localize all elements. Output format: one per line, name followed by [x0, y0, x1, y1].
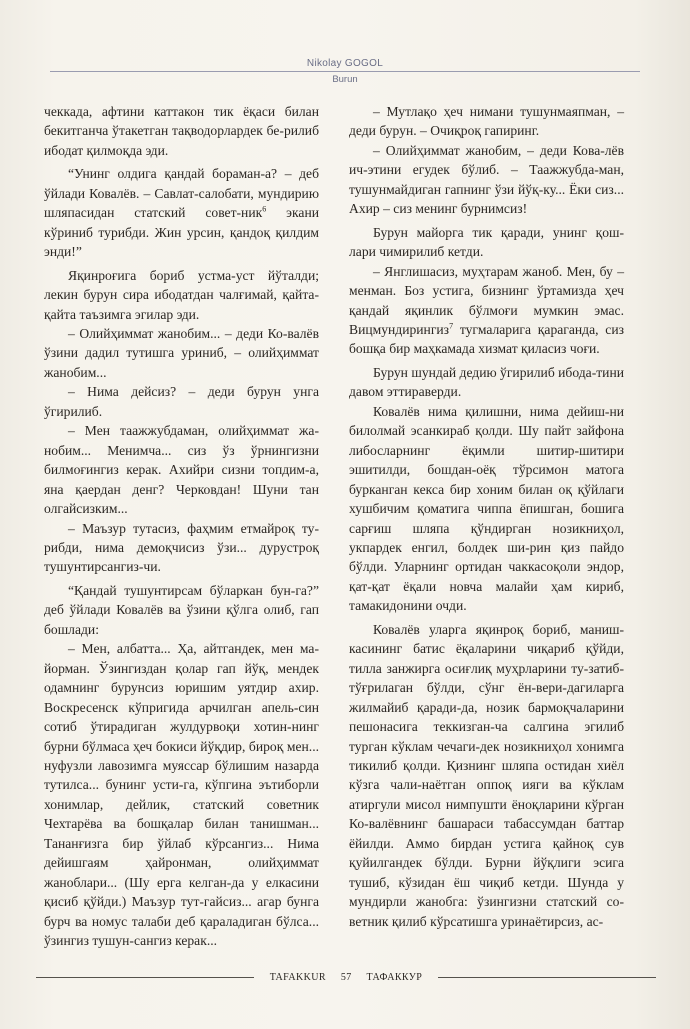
footer-label — [254, 972, 438, 983]
footnote-mark: 6 — [262, 204, 267, 214]
paragraph: Бурун шундай дедию ўгирилиб ибода-тини давом эттираверди. — [349, 364, 624, 400]
page-number: 57 — [340, 971, 352, 983]
paragraph: Яқинроғига бориб устма-уст йўталди; лекин бурун сира ибодатдан чалғимай, қайта-қайта таъзимга эгилар эди. — [44, 267, 319, 322]
right-column — [349, 102, 624, 931]
footnote-mark: 7 — [449, 321, 454, 331]
header-rule — [50, 71, 640, 72]
paragraph: – Мен, албатта... Ҳа, айтгандек, мен ма-йорман. Ўзингиздан қолар гап йўқ, мендек одамнинг бурунсиз юришим уятдир ахир. Воскресенск кўпригида арчилган апель-син сотиб ўтирадиган жулдурвоқи хотин-нинг бурни бўлмаса ҳеч бокиси йўқдир, бироқ мен... нуфузли лавозимга муяссар бўлишим назарда тутилса... бунинг усти-га, кўпгина эътиборли хонимлар, дейлик, статский советник Чехтарёва ва бошқалар билан танишман... Тананғизга бир ўйлаб кўрсангиз... Нима дейишгаям ҳайронман, олийҳиммат жаноблари... (Шу ерга келган-да у елкасини қисиб қўйди.) Маъзур тут-гайсиз... агар бунга бурч ва номус талаби деб қараладиган бўлса... ўзингиз тушун-сангиз керак... — [44, 641, 319, 949]
paragraph: Ковалёв нима қилишни, нима дейиш-ни билолмай эсанкираб қолди. Шу пайт зайфона либосларнинг ёқимли шитир-шитири эшитилди, бошдан-оёқ тўрсимон матога бурканган кекса бир хоним билан оқ қўйлаги хушбичим қоматига чиппа ёпишган, бошига сарғиш шляпа қўндирган нозикниҳол, укпардек енгил, болдек ши-рин қиз пайдо бўлди. Уларнинг ортидан чаккасоқоли эндор, қат-қат ёқали новча малайи ҳам кириб, тамакидонини очди. — [349, 403, 624, 614]
footer-magazine-latin: TAFAKKUR — [269, 971, 326, 983]
header-author: Nikolay GOGOL — [306, 58, 384, 69]
paragraph-text: тугмаларига қараганда, сиз бошқа бир маҳкамада хизмат қиласиз чоғи. — [349, 321, 624, 357]
paragraph-text: – Янглишасиз, муҳтарам жаноб. Мен, бу – менман. Боз устига, бизнинг ўртамизда ҳеч қандай яқинлик бўлмоғи мумкин эмас. Вицмундирингиз — [349, 263, 624, 337]
paragraph-text: экани кўриниб турибди. Жин урсин, қандоқ қилдим энди!” — [44, 205, 319, 260]
paragraph: “Қандай тушунтирсам бўларкан бун-га?” деб ўйлади Ковалёв ва ўзини қўлга олиб, гап бошлади: — [44, 582, 319, 637]
footer-magazine-cyrillic: ТАФАККУР — [366, 971, 423, 983]
paragraph: чеккада, афтини каттакон тик ёқаси билан бекитганча ўтакетган тақводорлардек бе-рилиб ибодат қилмоқда эди. — [44, 104, 319, 158]
footer-rule-left — [36, 977, 254, 978]
paragraph: Ковалёв уларга яқинроқ бориб, маниш-касининг батис ёқаларини чиқариб қўйди, тилла занжирга осиғлиқ муҳрларини ту-затиб-тўғрилаган бўлди, сўнг ён-вери-дагиларга жилмайиб қаради-да, нозик бармоқчаларини пешонасига теккизган-ча салгина эгилиб турган кўклам чечаги-дек нозикниҳол хонимга тикилиб қолди. Қизнинг шляпа остидан хиёл кўзга чали-наётган оппоқ ияги ва кўклам атиргули мисол нимпушти ёноқларини кўрган Ко-валёвнинг башараси табассумдан баттар ёйилди. Аммо бирдан устига қайноқ сув қуйилгандек бўлди. Бурни йўқлиги эсига тушиб, кўзидан ёш чиқиб кетди. Шунда у мундирли жанобга: ўзингизни статский со-ветник қилиб кўрсатишга уринаётирсиз, ас- — [349, 621, 624, 929]
paragraph — [349, 262, 624, 359]
header-title: Burun — [332, 74, 358, 85]
running-header — [0, 58, 690, 85]
paragraph-text: “Унинг олдига қандай бораман-а? – деб ўйлади Ковалёв. – Савлат-салобати, мундирию шляпасидан статский совет-ник — [44, 166, 319, 221]
page-footer — [36, 970, 656, 984]
paragraph — [44, 164, 319, 261]
paragraph: – Маъзур тутасиз, фаҳмим етмайроқ ту-рибди, нима демоқчисиз ўзи... дурустроқ тушунтирсангиз-чи. — [44, 520, 319, 575]
footer-rule-right — [438, 977, 656, 978]
paragraph: – Олийҳиммат жанобим... – деди Ко-валёв ўзини дадил тутишга уриниб, – олийҳиммат жанобим... — [44, 325, 319, 380]
paragraph: – Мутлақо ҳеч нимани тушунмаяпман, – деди бурун. – Очиқроқ гапиринг. — [349, 104, 624, 139]
left-column — [44, 102, 319, 950]
paragraph: – Мен таажжубдаман, олийҳиммат жа-нобим... Менимча... сиз ўз ўрнингизни билмоғингиз керак. Ахийри сизни топдим-а, яна қаердан денг? Черковдан! Шуни тан олгайсизким... — [44, 423, 319, 517]
paragraph: Бурун майорга тик қаради, унинг қош-лари чимирилиб кетди. — [349, 224, 624, 260]
paragraph: – Нима дейсиз? – деди бурун унга ўгирилиб. — [44, 384, 319, 419]
paragraph: – Олийҳиммат жанобим, – деди Кова-лёв ич-этини егудек бўлиб. – Таажжубда-ман, тушунмайдиган гапнинг ўзи йўқ-ку... Ёки сиз... Ахир – сиз менинг бурнимсиз! — [349, 142, 624, 217]
